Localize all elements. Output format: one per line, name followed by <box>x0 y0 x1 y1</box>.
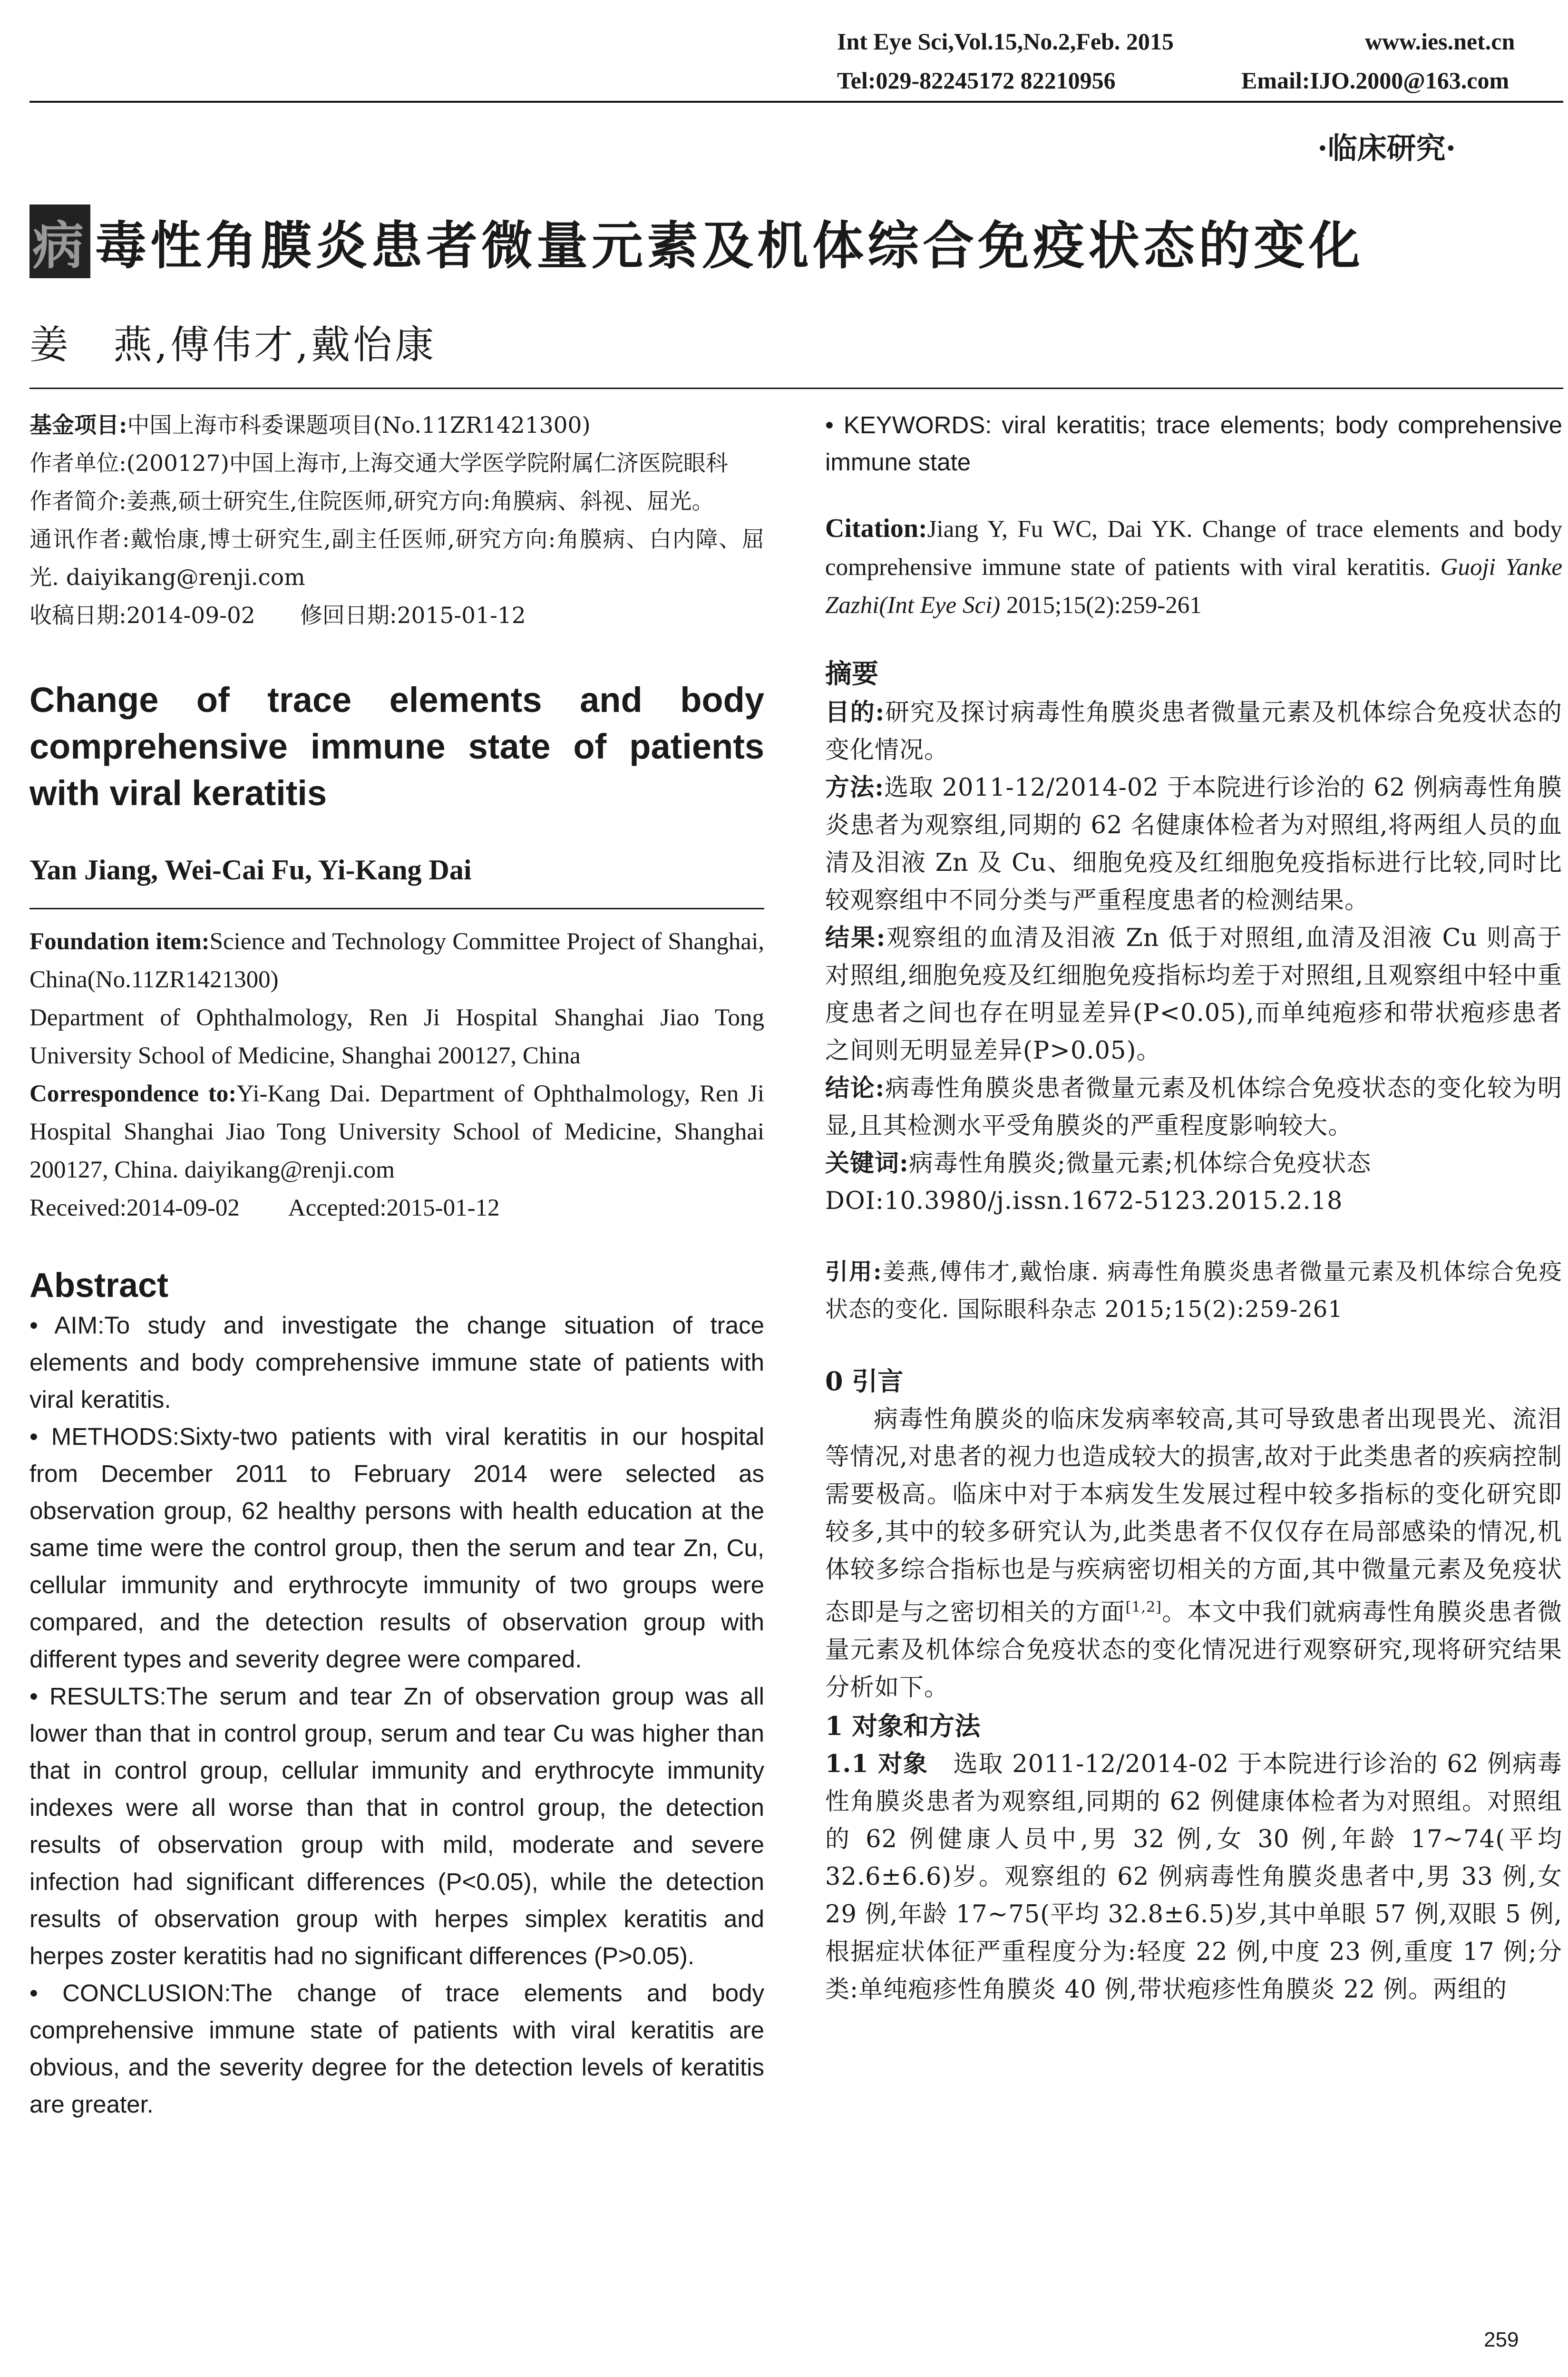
subjects-paragraph: 1.1 对象 选取 2011-12/2014-02 于本院进行诊治的 62 例病毒性角膜炎患者为观察组,同期的 62 例健康体检者为对照组。对照组的 62 例健康人员中,男 32 例,女 30 例,年龄 17~74(平均 32.6±6.6)岁。观察组的 62 例病毒性角膜炎患者中,男 33 例,女 29 例,年龄 17~75(平均 32.8±6.5)岁,其中单眼 57 例,双眼 5 例,根据症状体征严重程度分为:轻度 22 例,中度 23 例,重度 17 例;分类:单纯疱疹性角膜炎 40 例,带状疱疹性角膜炎 22 例。两组的 <box>825 1750 1562 2004</box>
abstract-conclusion: • CONCLUSION:The change of trace elements and body comprehensive immune state of patients with viral keratitis are obvious, and the severity degree for the detection levels of keratitis are greater. <box>29 1979 764 2118</box>
methods-heading: 1 对象和方法 <box>825 1711 981 1741</box>
right-column <box>825 407 1562 2008</box>
abstract-zh-aim: 目的:研究及探讨病毒性角膜炎患者微量元素及机体综合免疫状态的变化情况。 <box>825 698 1562 764</box>
author-unit: 作者单位:(200127)中国上海市,上海交通大学医学院附属仁济医院眼科 <box>29 450 728 477</box>
intro-heading: 0 引言 <box>825 1366 904 1396</box>
abstract-heading: Abstract <box>29 1266 169 1305</box>
section-label: ·临床研究· <box>1317 131 1456 166</box>
received-dates: Received:2014-09-02 Accepted:2015-01-12 <box>29 1195 500 1221</box>
left-column <box>29 407 764 2123</box>
foundation-item: Foundation item:Science and Technology Committee Project of Shanghai, China(No.11ZR1421300) <box>29 928 764 993</box>
keywords-zh: 关键词:病毒性角膜炎;微量元素;机体综合免疫状态 <box>825 1149 1372 1178</box>
journal-citation: Int Eye Sci,Vol.15,No.2,Feb. 2015 <box>837 28 1174 55</box>
title-rule <box>29 388 1563 389</box>
english-title: Change of trace elements and body comprehensive immune state of patients with viral keratitis <box>29 680 764 813</box>
citation-zh: 引用:姜燕,傅伟才,戴怡康. 病毒性角膜炎患者微量元素及机体综合免疫状态的变化. 国际眼科杂志 2015;15(2):259-261 <box>825 1258 1562 1323</box>
correspondence-zh: 通讯作者:戴怡康,博士研究生,副主任医师,研究方向:角膜病、白内障、屈光. daiyikang@renji.com <box>29 526 764 591</box>
page-title <box>29 205 1364 278</box>
title-dropcap: 病 <box>29 205 90 278</box>
doi: DOI:10.3980/j.issn.1672-5123.2015.2.18 <box>825 1187 1343 1215</box>
abstract-zh-conclusion: 结论:病毒性角膜炎患者微量元素及机体综合免疫状态的变化较为明显,且其检测水平受角膜炎的严重程度影响较大。 <box>825 1074 1562 1140</box>
abstract-methods: • METHODS:Sixty-two patients with viral keratitis in our hospital from December 2011 to February 2014 were selected as observation group, 62 healthy persons with health education at the same time were the control group, then the serum and tear Zn, Cu, cellular immunity and erythrocyte immunity of two groups were compared, and the detection results of observation group with different types and severity degree were compared. <box>29 1423 764 1673</box>
english-authors: Yan Jiang, Wei-Cai Fu, Yi-Kang Dai <box>29 854 472 886</box>
dates-zh: 收稿日期:2014-09-02 修回日期:2015-01-12 <box>29 603 526 629</box>
fund-info: 基金项目:中国上海市科委课题项目(No.11ZR1421300) <box>29 412 591 438</box>
abstract-zh-results: 结果:观察组的血清及泪液 Zn 低于对照组,血清及泪液 Cu 则高于对照组,细胞免疫及红细胞免疫指标均差于对照组,且观察组中轻中重度患者之间也存在明显差异(P<0.05),而单纯疱疹和带状疱疹患者之间则无明显差异(P>0.05)。 <box>825 924 1563 1065</box>
authors-rule <box>29 908 764 909</box>
author-bio: 作者简介:姜燕,硕士研究生,住院医师,研究方向:角膜病、斜视、屈光。 <box>29 488 714 515</box>
keywords-en: • KEYWORDS: viral keratitis; trace elements; body comprehensive immune state <box>825 411 1562 476</box>
department: Department of Ophthalmology, Ren Ji Hospital Shanghai Jiao Tong University School of Medicine, Shanghai 200127, China <box>29 1004 764 1069</box>
journal-tel: Tel:029-82245172 82210956 <box>837 67 1116 94</box>
header-rule <box>29 101 1563 103</box>
abstract-zh-heading: 摘要 <box>825 658 878 690</box>
abstract-zh-methods: 方法:选取 2011-12/2014-02 于本院进行诊治的 62 例病毒性角膜炎患者为观察组,同期的 62 名健康体检者为对照组,将两组人员的血清及泪液 Zn 及 Cu、细胞免疫及红细胞免疫指标进行比较,同时比较观察组中不同分类与严重程度患者的检测结果。 <box>825 773 1562 915</box>
title-text: 毒性角膜炎患者微量元素及机体综合免疫状态的变化 <box>95 216 1364 276</box>
journal-website: www.ies.net.cn <box>1365 28 1515 55</box>
correspondence-en: Correspondence to:Yi-Kang Dai. Department of Ophthalmology, Ren Ji Hospital Shanghai Jiao Tong University School of Medicine, Shanghai 200127, China. daiyikang@renji.com <box>29 1081 764 1183</box>
citation-en: Citation:Jiang Y, Fu WC, Dai YK. Change of trace elements and body comprehensive immune state of patients with viral keratitis. Guoji Yanke Zazhi(Int Eye Sci) 2015;15(2):259-261 <box>825 514 1563 619</box>
abstract-aim: • AIM:To study and investigate the change situation of trace elements and body comprehensive immune state of patients with viral keratitis. <box>29 1312 764 1413</box>
journal-email: Email:IJO.2000@163.com <box>1241 67 1510 94</box>
page-number: 259 <box>1484 2328 1519 2351</box>
intro-paragraph: 病毒性角膜炎的临床发病率较高,其可导致患者出现畏光、流泪等情况,对患者的视力也造成较大的损害,故对于此类患者的疾病控制需要极高。临床中对于本病发生发展过程中较多指标的变化研究即较多,其中的较多研究认为,此类患者不仅仅存在局部感染的情况,机体较多综合指标也是与疾病密切相关的方面,其中微量元素及免疫状态即是与之密切相关的方面[1,2]。本文中我们就病毒性角膜炎患者微量元素及机体综合免疫状态的变化情况进行观察研究,现将研究结果分析如下。 <box>825 1405 1562 1702</box>
abstract-results: • RESULTS:The serum and tear Zn of observation group was all lower than that in control group, serum and tear Cu was higher than that in control group, cellular immunity and erythrocyte immunity indexes were all worse than that in control group, the detection results of observation group with mild, moderate and severe infection had significant differences (P<0.05), while the detection results of observation group with herpes simplex keratitis and herpes zoster keratitis had no significant differences (P>0.05). <box>29 1683 764 1969</box>
authors-zh: 姜 燕,傅伟才,戴怡康 <box>29 322 437 368</box>
